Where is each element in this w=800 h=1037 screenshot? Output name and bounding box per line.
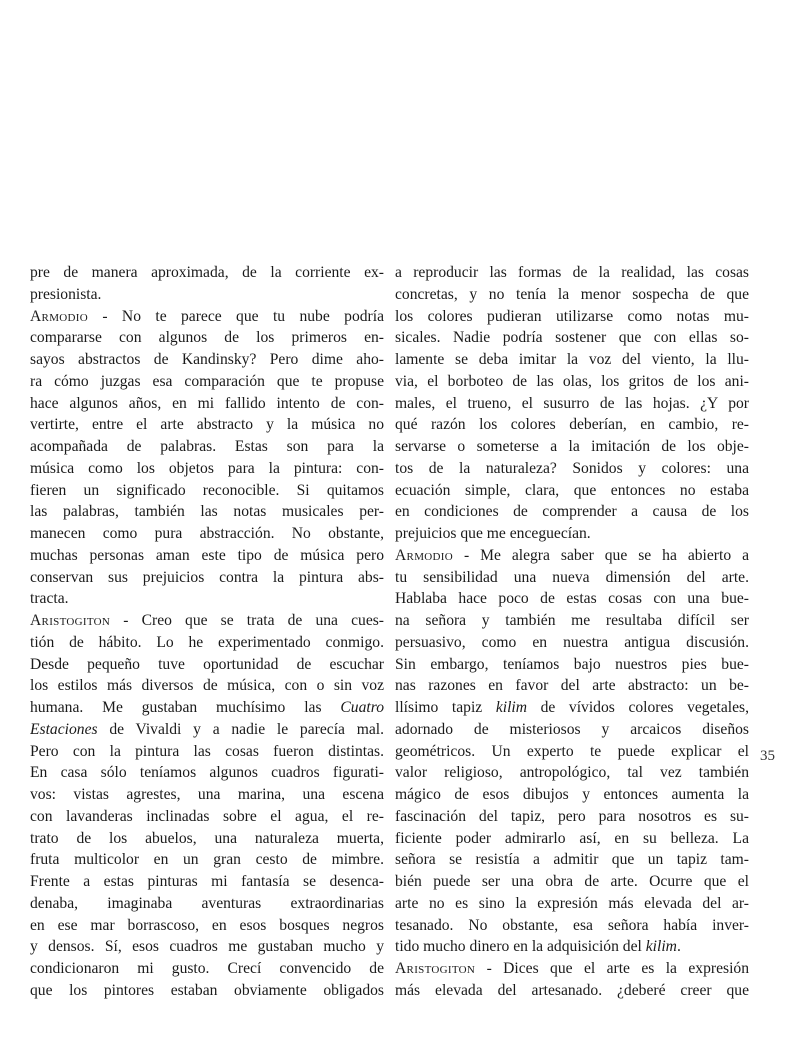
speaker-name: Aristogiton	[30, 612, 111, 629]
text-line	[395, 458, 749, 480]
line-text: humana. Me gustaban muchísimo las	[30, 699, 341, 716]
text-line	[30, 762, 384, 784]
line-text: via, el borboteo de las olas, los gritos de los ani-	[395, 372, 749, 390]
line-text: tos de la naturaleza? Sonidos y colores: una	[395, 459, 749, 477]
line-text: tu sensibilidad una nueva dimensión del arte.	[395, 568, 749, 586]
line-text: tido mucho dinero en la adquisición del	[395, 938, 646, 956]
line-text: a reproducir las formas de la realidad, las cosas	[395, 264, 749, 281]
text-line	[30, 501, 384, 523]
line-text: - Dices que el arte es la expresión	[475, 960, 749, 977]
line-text: señora se resistía a admitir que un tapiz tam-	[395, 851, 749, 869]
line-text: fruta multicolor en un gran cesto de mimbre.	[30, 851, 384, 869]
text-line	[30, 741, 384, 763]
text-line	[395, 958, 749, 980]
line-text: valor religioso, antropológico, tal vez también	[395, 764, 749, 782]
speaker-name: Armodio	[30, 307, 88, 325]
line-text: en ese mar borrascoso, en esos bosques negros	[30, 916, 384, 934]
text-line	[395, 697, 749, 719]
line-text: arte no es sino la expresión más elevada del ar-	[395, 894, 749, 912]
text-line	[395, 806, 749, 828]
text-line	[395, 501, 749, 523]
text-line	[395, 980, 749, 1002]
text-line	[395, 632, 749, 654]
text-line	[395, 306, 749, 328]
text-line	[395, 588, 749, 610]
line-text: más elevada del artesanado. ¿deberé creer que	[395, 981, 749, 999]
line-text: muchas personas aman este tipo de música pero	[30, 546, 384, 564]
text-line	[30, 958, 384, 980]
text-line	[30, 675, 384, 697]
line-text: Sin embargo, teníamos bajo nuestros pies bue-	[395, 655, 749, 673]
line-text: qué razón los colores deberían, en cambio, re-	[395, 416, 749, 434]
line-text: tracta.	[30, 590, 69, 608]
line-text: fieren un significado reconocible. Si quitamos	[30, 481, 384, 499]
line-text: acompañada de palabras. Estas son para la	[30, 438, 384, 455]
text-line	[30, 284, 384, 306]
text-line	[30, 545, 384, 567]
text-line	[30, 719, 384, 741]
italic-text: Estaciones	[30, 720, 98, 738]
text-line	[30, 480, 384, 502]
line-text: bién puede ser una obra de arte. Ocurre que el	[395, 873, 749, 890]
text-line	[30, 610, 384, 632]
text-line	[30, 588, 384, 610]
text-line	[395, 545, 749, 567]
line-text: conservan sus prejuicios contra la pintura abs-	[30, 568, 384, 586]
line-text: En casa sólo teníamos algunos cuadros figurati-	[30, 764, 384, 782]
text-line	[395, 675, 749, 697]
line-text: Hablaba hace poco de estas cosas con una bue-	[395, 590, 749, 608]
italic-text: Cuatro	[340, 699, 384, 716]
text-line	[395, 741, 749, 763]
line-text: prejuicios que me enceguecían.	[395, 525, 591, 542]
line-text: ra cómo juzgas esa comparación que te propuse	[30, 372, 384, 390]
line-text: lamente se deba imitar la voz del viento, la llu-	[395, 351, 749, 368]
text-line	[30, 871, 384, 893]
line-text: males, el trueno, el susurro de las hojas. ¿Y por	[395, 394, 749, 412]
text-line	[395, 784, 749, 806]
text-line	[395, 567, 749, 589]
line-text: de vívidos colores vegetales,	[527, 699, 749, 716]
line-text: los colores pudieran utilizarse como notas mu-	[395, 307, 749, 325]
line-text: compararse con algunos de los primeros en-	[30, 329, 384, 347]
speaker-name: Aristogiton	[395, 960, 476, 977]
line-text: ecuación simple, clara, que entonces no estaba	[395, 481, 749, 499]
line-text: - No te parece que tu nube podría	[87, 307, 384, 325]
line-text: tesanado. No obstante, esa señora había inver-	[395, 916, 749, 934]
line-text: pre de manera aproximada, de la corriente ex-	[30, 264, 384, 281]
text-line	[30, 567, 384, 589]
text-line	[395, 262, 749, 284]
line-text: vos: vistas agrestes, una marina, una escena	[30, 786, 384, 803]
text-line	[395, 849, 749, 871]
line-text: Pero con la pintura las cosas fueron distintas.	[30, 742, 384, 760]
text-line	[395, 480, 749, 502]
text-line	[30, 632, 384, 654]
line-text: vertirte, entre el arte abstracto y la música no	[30, 416, 384, 434]
line-text: adornado de misteriosos y arcaicos diseños	[395, 720, 749, 738]
line-text: manecen como pura abstracción. No obstante,	[30, 525, 384, 542]
line-text: de Vivaldi y a nadie le parecía mal.	[97, 720, 384, 738]
left-text-column	[30, 262, 384, 1002]
text-line	[30, 436, 384, 458]
text-line	[30, 523, 384, 545]
text-line	[30, 458, 384, 480]
text-line	[395, 762, 749, 784]
text-line	[395, 327, 749, 349]
line-text: tión de hábito. Lo he experimentado conmigo.	[30, 633, 384, 651]
line-text: llísimo tapiz	[395, 699, 496, 716]
line-text: hace algunos años, en mi fallido intento de con-	[30, 394, 384, 412]
text-line	[30, 893, 384, 915]
text-line	[395, 371, 749, 393]
line-text: sicales. Nadie podría sostener que con ellas so-	[395, 329, 749, 347]
text-line	[30, 306, 384, 328]
text-line	[395, 523, 749, 545]
text-line	[395, 414, 749, 436]
text-line	[395, 719, 749, 741]
text-line	[395, 349, 749, 371]
line-text: con lavanderas inclinadas sobre el agua, el re-	[30, 807, 384, 825]
line-text: nas razones en favor del arte abstracto: un be-	[395, 677, 749, 695]
line-text: presionista.	[30, 285, 102, 303]
text-line	[30, 654, 384, 676]
text-line	[30, 371, 384, 393]
text-line	[30, 980, 384, 1002]
italic-text: kilim	[645, 938, 677, 956]
line-text: mágico de esos dibujos y entonces aumenta la	[395, 786, 749, 803]
line-text: na señora y también me resultaba difícil ser	[395, 612, 749, 629]
text-line	[30, 349, 384, 371]
text-line	[30, 806, 384, 828]
line-text: sayos abstractos de Kandinsky? Pero dime aho-	[30, 351, 384, 368]
text-line	[30, 915, 384, 937]
page-number: 35	[760, 748, 775, 764]
line-text: .	[676, 938, 681, 956]
text-line	[395, 871, 749, 893]
text-line	[30, 414, 384, 436]
line-text: fascinación del tapiz, pero para nosotros es su-	[395, 807, 749, 825]
speaker-name: Armodio	[395, 546, 453, 564]
line-text: - Me alegra saber que se ha abierto a	[452, 546, 749, 564]
text-line	[395, 893, 749, 915]
right-text-column	[395, 262, 749, 1002]
text-line	[30, 262, 384, 284]
line-text: los estilos más diversos de música, con o sin voz	[30, 677, 384, 695]
line-text: - Creo que se trata de una cues-	[110, 612, 384, 629]
line-text: persuasivo, como en nuestra antigua discusión.	[395, 633, 749, 651]
line-text: denaba, imaginaba aventuras extraordinarias	[30, 894, 384, 912]
text-line	[30, 828, 384, 850]
line-text: en condiciones de comprender a causa de los	[395, 503, 749, 521]
text-line	[30, 849, 384, 871]
text-line	[30, 393, 384, 415]
italic-text: kilim	[495, 699, 528, 716]
text-line	[395, 915, 749, 937]
text-line	[30, 784, 384, 806]
line-text: trato de los abuelos, una naturaleza muerta,	[30, 829, 384, 847]
line-text: Frente a estas pinturas mi fantasía se desenca-	[30, 873, 384, 890]
line-text: geométricos. Un experto te puede explicar el	[395, 742, 749, 760]
line-text: concretas, y no tenía la menor sospecha de que	[395, 285, 749, 303]
line-text: Desde pequeño tuve oportunidad de escuchar	[30, 655, 384, 673]
text-line	[395, 610, 749, 632]
line-text: que los pintores estaban obviamente obligados	[30, 981, 384, 999]
text-line	[395, 284, 749, 306]
text-line	[30, 697, 384, 719]
text-line	[395, 393, 749, 415]
line-text: y densos. Sí, esos cuadros me gustaban mucho y	[30, 938, 384, 956]
line-text: las palabras, también las notas musicales per-	[30, 503, 384, 521]
line-text: condicionaron mi gusto. Crecí convencido de	[30, 960, 384, 977]
text-line	[30, 327, 384, 349]
line-text: ficiente poder admirarlo así, en su belleza. La	[395, 829, 749, 847]
text-line	[30, 936, 384, 958]
text-line	[395, 436, 749, 458]
text-line	[395, 654, 749, 676]
text-line	[395, 828, 749, 850]
line-text: música como los objetos para la pintura: con-	[30, 459, 384, 477]
line-text: servarse o someterse a la imitación de los obje-	[395, 438, 749, 455]
text-line	[395, 936, 749, 958]
